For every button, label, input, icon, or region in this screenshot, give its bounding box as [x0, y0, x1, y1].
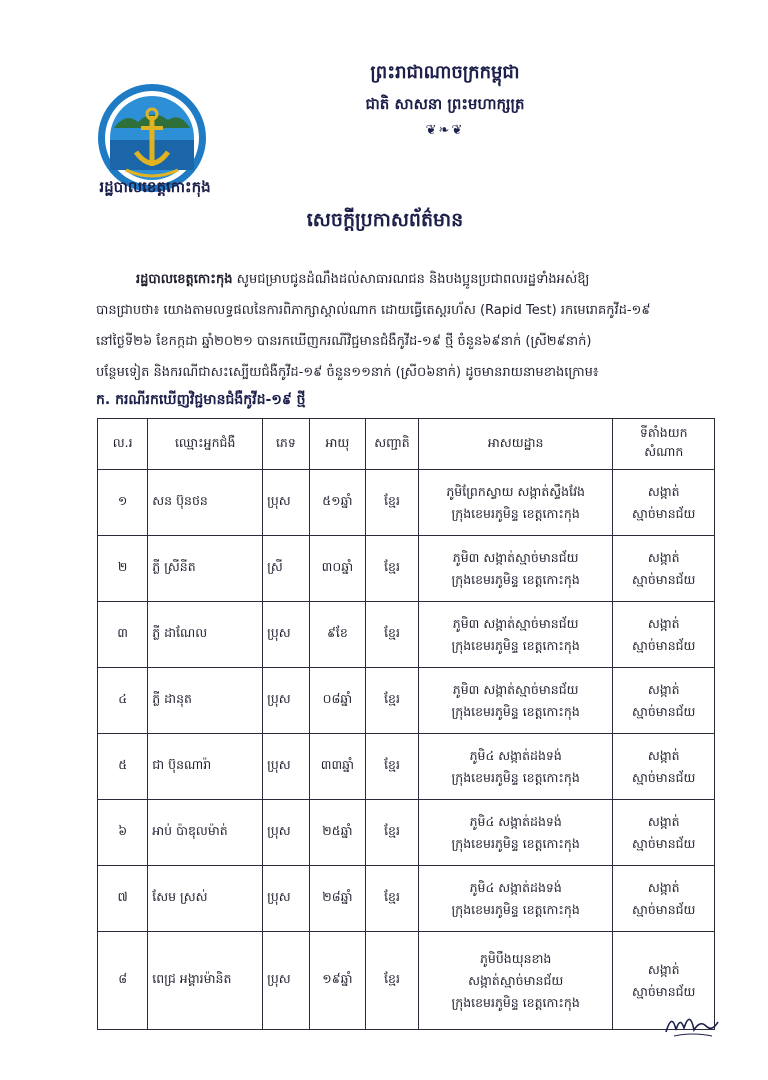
location-line: សង្កាត់ — [647, 879, 680, 895]
cell-no: ៧ — [98, 866, 148, 932]
location-line: ស្មាច់មានជ័យ — [631, 571, 696, 587]
cell-age: ១៩ឆ្នាំ — [309, 932, 366, 1030]
cell-location — [613, 536, 715, 602]
address-line: ភូមិ៣ សង្កាត់ស្មាច់មានជ័យ — [452, 615, 579, 631]
cell-no: ៣ — [98, 602, 148, 668]
cell-sex: ប្រុស — [263, 734, 310, 800]
header-no: ល.រ — [98, 419, 148, 470]
address-line: ភូមិ៤ សង្កាត់ដងទង់ — [469, 879, 562, 895]
address-line: ក្រុងខេមរភូមិន្ទ ខេត្តកោះកុង — [451, 703, 580, 719]
cell-location — [613, 668, 715, 734]
header-name: ឈ្មោះអ្នកជំងឺ — [148, 419, 263, 470]
cell-sex: ប្រុស — [263, 668, 310, 734]
cell-sex: ប្រុស — [263, 800, 310, 866]
intro-line-2: បានជ្រាបថា៖ យោងតាមលទ្ធផលនៃការពិភាក្សាស្គាល់ណាក ដោយធ្វើតេស្តរហ័ស (Rapid Test) រកមេរោគកូវីដ-១៩ — [96, 303, 651, 318]
table-header-row — [98, 419, 715, 470]
location-line: ស្មាច់មានជ័យ — [631, 505, 696, 521]
intro-line-1 — [96, 264, 681, 295]
section-heading: ក. ករណីរកឃើញវិជ្ជមានជំងឺកូវីដ-១៩ ថ្មី — [96, 392, 306, 408]
address-line: ក្រុងខេមរភូមិន្ទ ខេត្តកោះកុង — [451, 901, 580, 917]
cell-nationality: ខ្មែរ — [366, 536, 419, 602]
cell-name: ពេជ្រ អង្គារម៉ានិត — [148, 932, 263, 1030]
intro-line-3: នៅថ្ងៃទី២៦ ខែកក្កដា ឆ្នាំ២០២១ បានរកឃើញករណីវិជ្ជមានជំងឺកូវីដ-១៩ ថ្មី ចំនួន៦៩នាក់ (ស្រី២៩នាក់) — [96, 334, 592, 349]
national-motto: ជាតិ សាសនា ព្រះមហាក្សត្រ — [365, 95, 525, 113]
cell-age: ០៨ឆ្នាំ — [309, 668, 366, 734]
intro-paragraph — [96, 264, 681, 388]
location-line: សង្កាត់ — [647, 483, 680, 499]
address-line: សង្កាត់ស្មាច់មានជ័យ — [468, 972, 564, 988]
address-line: ក្រុងខេមរភូមិន្ទ ខេត្តកោះកុង — [451, 571, 580, 587]
table-row — [98, 602, 715, 668]
cell-age: ៩ខែ — [309, 602, 366, 668]
cell-location — [613, 866, 715, 932]
address-line: ក្រុងខេមរភូមិន្ទ ខេត្តកោះកុង — [451, 835, 580, 851]
cell-name: ភ្លី ដានុត — [148, 668, 263, 734]
cell-age: ២៥ឆ្នាំ — [309, 800, 366, 866]
table-body — [98, 470, 715, 1030]
intro-line-4: បន្ថែមទៀត និងករណីជាសះស្បើយជំងឺកូវីដ-១៩ ចំនួន១១នាក់ (ស្រី០៦នាក់) ដូចមានរាយនាមខាងក្រោម៖ — [96, 365, 599, 380]
cell-sex: ប្រុស — [263, 866, 310, 932]
location-line: សង្កាត់ — [647, 681, 680, 697]
cell-age: ៣០ឆ្នាំ — [309, 536, 366, 602]
cell-age: ៣៣ឆ្នាំ — [309, 734, 366, 800]
cell-no: ៨ — [98, 932, 148, 1030]
cell-name: ជា ប៊ុនណារ៉ា — [148, 734, 263, 800]
cell-age: ៥១ឆ្នាំ — [309, 470, 366, 536]
intro-lead: រដ្ឋបាលខេត្តកោះកុង — [136, 272, 233, 287]
address-line: ភូមិ៤ សង្កាត់ដងទង់ — [469, 813, 562, 829]
kingdom-title: ព្រះរាជាណាចក្រកម្ពុជា — [370, 62, 520, 83]
cell-nationality: ខ្មែរ — [366, 866, 419, 932]
cell-name: សែម ស្រស់ — [148, 866, 263, 932]
header-location-line-2: សំណាក — [644, 444, 684, 459]
table-row — [98, 932, 715, 1030]
cell-name: អាប់ ប៉ាឌុលម៉ាត់ — [148, 800, 263, 866]
signature-mark — [662, 1006, 722, 1042]
header-ornament: ❦❧❦ — [425, 123, 465, 138]
cell-address — [418, 470, 613, 536]
cell-no: ២ — [98, 536, 148, 602]
cell-nationality: ខ្មែរ — [366, 734, 419, 800]
cell-address — [418, 800, 613, 866]
header-nationality: សញ្ជាតិ — [366, 419, 419, 470]
location-line: សង្កាត់ — [647, 549, 680, 565]
cell-age: ២៨ឆ្នាំ — [309, 866, 366, 932]
cell-name: ភ្លី ស្រីនីត — [148, 536, 263, 602]
address-line: ភូមិ៣ សង្កាត់ស្មាច់មានជ័យ — [452, 549, 579, 565]
location-line: ស្មាច់មានជ័យ — [631, 769, 696, 785]
table-row — [98, 536, 715, 602]
cell-address — [418, 866, 613, 932]
location-line: សង្កាត់ — [647, 747, 680, 763]
cell-sex: ស្រី — [263, 536, 310, 602]
cell-nationality: ខ្មែរ — [366, 668, 419, 734]
cell-no: ៤ — [98, 668, 148, 734]
address-line: ភូមិព្រែកស្វាយ សង្កាត់ស្ទឹងវែង — [446, 483, 585, 499]
table-row — [98, 800, 715, 866]
cell-location — [613, 800, 715, 866]
cell-address — [418, 668, 613, 734]
admin-name: រដ្ឋបាលខេត្តកោះកុង — [99, 178, 211, 196]
location-line: ស្មាច់មានជ័យ — [631, 835, 696, 851]
cell-no: ៦ — [98, 800, 148, 866]
cell-address — [418, 536, 613, 602]
location-line: ស្មាច់មានជ័យ — [631, 983, 696, 999]
location-line: ស្មាច់មានជ័យ — [631, 703, 696, 719]
cell-sex: ប្រុស — [263, 470, 310, 536]
cell-location — [613, 734, 715, 800]
cell-location — [613, 602, 715, 668]
cell-address — [418, 932, 613, 1030]
cell-nationality: ខ្មែរ — [366, 932, 419, 1030]
table-row — [98, 866, 715, 932]
location-line: សង្កាត់ — [647, 961, 680, 977]
cell-name: ភ្លី ដាណែល — [148, 602, 263, 668]
location-line: សង្កាត់ — [647, 813, 680, 829]
address-line: ភូមិ៤ សង្កាត់ដងទង់ — [469, 747, 562, 763]
table-row — [98, 668, 715, 734]
cell-no: ១ — [98, 470, 148, 536]
cell-location — [613, 470, 715, 536]
header-location-line-1: ទីតាំងយក — [639, 425, 688, 440]
address-line: ភូមិ៣ សង្កាត់ស្មាច់មានជ័យ — [452, 681, 579, 697]
address-line: ក្រុងខេមរភូមិន្ទ ខេត្តកោះកុង — [451, 637, 580, 653]
cell-address — [418, 602, 613, 668]
cases-table — [97, 418, 715, 1030]
cell-address — [418, 734, 613, 800]
header-address: អាសយដ្ឋាន — [418, 419, 613, 470]
cell-nationality: ខ្មែរ — [366, 602, 419, 668]
address-line: ក្រុងខេមរភូមិន្ទ ខេត្តកោះកុង — [451, 769, 580, 785]
cell-name: សន ប៊ុនថន — [148, 470, 263, 536]
header-age: អាយុ — [309, 419, 366, 470]
location-line: ស្មាច់មានជ័យ — [631, 901, 696, 917]
cell-no: ៥ — [98, 734, 148, 800]
address-line: ភូមិបឹងយុនខាង — [479, 950, 552, 966]
cell-sex: ប្រុស — [263, 602, 310, 668]
header-location — [613, 419, 715, 470]
address-line: ក្រុងខេមរភូមិន្ទ ខេត្តកោះកុង — [451, 505, 580, 521]
location-line: សង្កាត់ — [647, 615, 680, 631]
document-title: សេចក្តីប្រកាសព័ត៌មាន — [306, 209, 464, 231]
location-line: ស្មាច់មានជ័យ — [631, 637, 696, 653]
cell-sex: ប្រុស — [263, 932, 310, 1030]
cell-nationality: ខ្មែរ — [366, 800, 419, 866]
kingdom-header — [250, 60, 640, 138]
table-row — [98, 470, 715, 536]
table-row — [98, 734, 715, 800]
intro-line-1-text: សូមជម្រាបជូនដំណឹងដល់សាធារណជន និងបងប្អូនប្រជាពលរដ្ឋទាំងអស់ឱ្យ — [232, 272, 590, 287]
address-line: ក្រុងខេមរភូមិន្ទ ខេត្តកោះកុង — [451, 994, 580, 1010]
header-sex: ភេទ — [263, 419, 310, 470]
cell-nationality: ខ្មែរ — [366, 470, 419, 536]
